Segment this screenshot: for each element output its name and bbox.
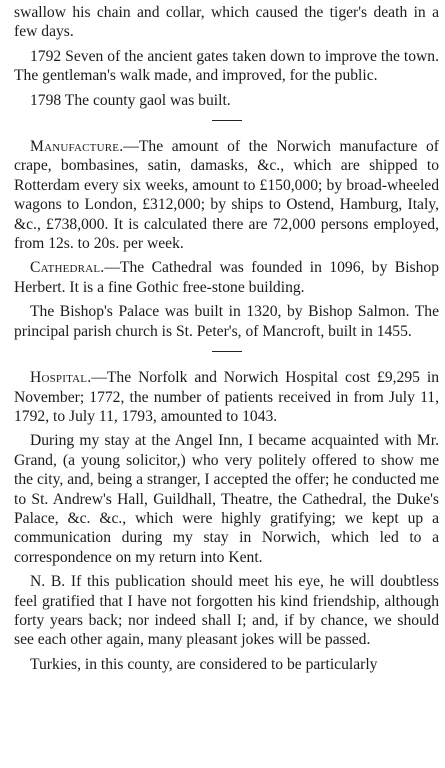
section-divider <box>212 120 242 121</box>
manufacture-heading: Manufacture. <box>30 138 124 156</box>
cathedral-body: —The Cathedral was founded in 1096, by Bishop Herbert. It is a fine Gothic free-stone building. <box>14 259 439 296</box>
paragraph-nota-bene: N. B. If this publication should meet his eye, he will doubtless feel gratified that I have not forgotten his kind friendship, although forty years back; nor indeed shall I; and, if by chance, we should see each other again, many pleasant jokes will be passed. <box>14 573 439 649</box>
cathedral-heading: Cathedral. <box>30 259 105 277</box>
manufacture-body: —The amount of the Norwich manufacture of crape, bombasines, satin, damasks, &c., which are shipped to Rotterdam every six weeks, amount to £150,000; by broad-wheeled wagons to London, £312,000; by ships to Ostend, Hamburg, Italy, &c., £738,000. It is calculated there are 72,000 persons employed, from 12s. to 20s. per week. <box>14 138 439 253</box>
paragraph-1792: 1792 Seven of the ancient gates taken down to improve the town. The gentleman's walk made, and improved, for the public. <box>14 47 439 85</box>
section-divider <box>212 351 242 352</box>
paragraph-turkies: Turkies, in this county, are considered to be particularly <box>30 655 378 673</box>
paragraph-manufacture <box>14 137 439 253</box>
paragraph-cathedral <box>14 258 439 297</box>
book-page <box>14 3 439 679</box>
paragraph-angel-inn: During my stay at the Angel Inn, I became acquainted with Mr. Grand, (a young solicitor,) who very politely offered to show me the city, and, being a stranger, I accepted the offer; he conducted me to St. Andrew's Hall, Guildhall, Theatre, the Cathedral, the Duke's Palace, &c. &c., which were highly gratifying; we kept up a communication during my stay in Norwich, which led to a correspondence on my return into Kent. <box>14 432 439 566</box>
hospital-body: —The Norfolk and Norwich Hospital cost £9,295 in November; 1772, the number of patients received in from July 11, 1792, to July 11, 1793, amounted to 1043. <box>14 369 439 425</box>
paragraph-bishops-palace: The Bishop's Palace was built in 1320, by Bishop Salmon. The principal parish church is St. Peter's, of Mancroft, built in 1455. <box>14 303 439 340</box>
paragraph-tiger: swallow his chain and collar, which caused the tiger's death in a few days. <box>14 4 439 41</box>
paragraph-hospital <box>14 368 439 426</box>
hospital-heading: Hospital. <box>30 369 92 387</box>
paragraph-1798: 1798 The county gaol was built. <box>30 91 231 109</box>
